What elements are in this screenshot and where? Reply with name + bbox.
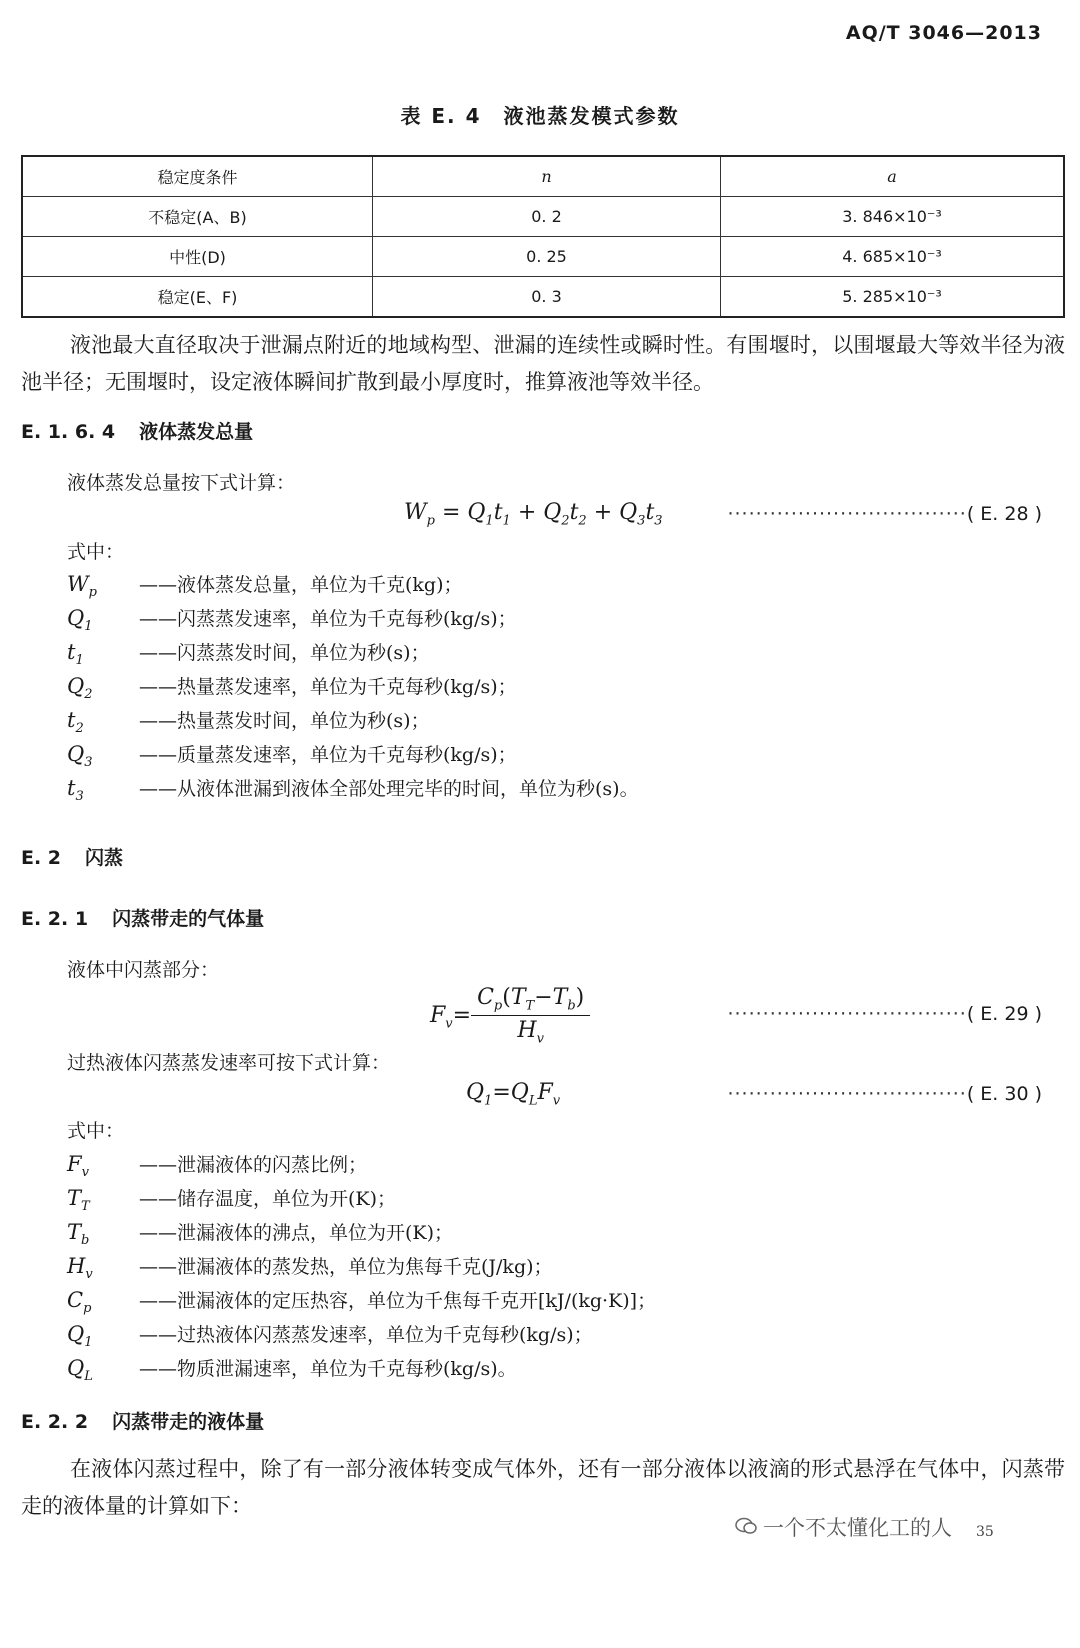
table-cell: 4. 685×10⁻³	[721, 237, 1065, 277]
definition-item: $Q_1$ ——过热液体闪蒸蒸发速率，单位为千克每秒(kg/s)；	[67, 1322, 593, 1351]
header-a: a	[721, 156, 1065, 197]
symbol-q3: $Q_3$	[67, 742, 93, 771]
table-title: 表 E. 4 液池蒸发模式参数	[400, 104, 680, 128]
symbol-t1: $t_1$	[67, 640, 84, 669]
definition-item: $C_p$ ——泄漏液体的定压热容，单位为千焦每千克开[kJ/(kg·K)]；	[67, 1288, 657, 1317]
definition-item: $H_v$ ——泄漏液体的蒸发热，单位为焦每千克(J/kg)；	[67, 1254, 553, 1283]
table-row	[22, 197, 1064, 237]
calc-intro: 液体蒸发总量按下式计算：	[67, 472, 296, 494]
definition-item: $T_b$ ——泄漏液体的沸点，单位为开(K)；	[67, 1220, 454, 1249]
table-header-row	[22, 156, 1064, 197]
definition-item: $Q_2$ ——热量蒸发速率，单位为千克每秒(kg/s)；	[67, 674, 517, 703]
equation-e30: $Q_1=Q_LF_v$	[466, 1080, 561, 1109]
table-cell: 稳定(E、F)	[22, 277, 373, 318]
symbol-q1: $Q_1$	[67, 606, 93, 635]
definition-item: $t_3$ ——从液体泄漏到液体全部处理完毕的时间，单位为秒(s)。	[67, 776, 639, 805]
section-number: E. 2. 2	[21, 1411, 89, 1433]
definition-item: $Q_1$ ——闪蒸蒸发速率，单位为千克每秒(kg/s)；	[67, 606, 517, 635]
equation-e28: $W_p = Q_1t_1 + Q_2t_2 + Q_3t_3$	[404, 500, 663, 529]
section-number: E. 1. 6. 4	[21, 421, 116, 443]
header-n: n	[373, 156, 721, 197]
section-title: 闪蒸带走的气体量	[112, 908, 265, 930]
wechat-watermark: 一个不太懂化工的人	[735, 1512, 952, 1542]
symbol-hv: $H_v$	[67, 1254, 93, 1283]
equation-label-e28: ··································( E. 28 )	[727, 503, 1042, 525]
section-heading-e2	[21, 843, 123, 870]
rate-intro: 过热液体闪蒸蒸发速率可按下式计算：	[67, 1052, 391, 1074]
section-heading-e22	[21, 1407, 264, 1434]
table-cell: 3. 846×10⁻³	[721, 197, 1065, 237]
equation-label-e29: ··································( E. 29 )	[727, 1003, 1042, 1025]
symbol-fv: $F_v$	[67, 1152, 89, 1181]
section-title: 闪蒸带走的液体量	[112, 1411, 265, 1433]
section-title: 液体蒸发总量	[139, 421, 254, 443]
definition-item: $T_T$ ——储存温度，单位为开(K)；	[67, 1186, 397, 1215]
definition-item: $F_v$ ——泄漏液体的闪蒸比例；	[67, 1152, 368, 1181]
flash-intro: 液体中闪蒸部分：	[67, 959, 220, 981]
definition-item: $Q_3$ ——质量蒸发速率，单位为千克每秒(kg/s)；	[67, 742, 517, 771]
where-label: 式中：	[67, 541, 125, 563]
chat-bubble-icon	[735, 1516, 757, 1540]
symbol-q1: $Q_1$	[67, 1322, 93, 1351]
pool-diameter-paragraph: 液池最大直径取决于泄漏点附近的地域构型、泄漏的连续性或瞬时性。有围堰时，以围堰最大等效半径为液池半径；无围堰时，设定液体瞬间扩散到最小厚度时，推算液池等效半径。	[21, 333, 1065, 394]
table-row	[22, 277, 1064, 318]
table-cell: 0. 3	[373, 277, 721, 318]
definition-item: $t_2$ ——热量蒸发时间，单位为秒(s)；	[67, 708, 430, 737]
header-stability: 稳定度条件	[22, 156, 373, 197]
symbol-t2: $t_2$	[67, 708, 84, 737]
parameter-table	[21, 155, 1065, 318]
section-heading-e164	[21, 417, 253, 444]
symbol-ql: $Q_L$	[67, 1356, 93, 1385]
section-heading-e21	[21, 904, 264, 931]
table-row	[22, 237, 1064, 277]
table-cell: 0. 25	[373, 237, 721, 277]
symbol-wp: $W_p$	[67, 572, 97, 601]
section-number: E. 2	[21, 847, 62, 869]
definition-item: $W_p$ ——液体蒸发总量，单位为千克(kg)；	[67, 572, 463, 601]
symbol-cp: $C_p$	[67, 1288, 92, 1317]
table-cell: 0. 2	[373, 197, 721, 237]
definition-item: $Q_L$ ——物质泄漏速率，单位为千克每秒(kg/s)。	[67, 1356, 517, 1385]
symbol-tt: $T_T$	[67, 1186, 90, 1215]
equation-e29: $F_v=$ $\frac{C_p(T_T-T_b)}{H_v}$	[430, 985, 590, 1047]
symbol-t3: $t_3$	[67, 776, 84, 805]
equation-label-e30: ··································( E. 30 )	[727, 1083, 1042, 1105]
table-cell: 中性(D)	[22, 237, 373, 277]
symbol-tb: $T_b$	[67, 1220, 90, 1249]
table-cell: 不稳定(A、B)	[22, 197, 373, 237]
definition-item: $t_1$ ——闪蒸蒸发时间，单位为秒(s)；	[67, 640, 430, 669]
section-number: E. 2. 1	[21, 908, 89, 930]
flash-liquid-paragraph: 在液体闪蒸过程中，除了有一部分液体转变成气体外，还有一部分液体以液滴的形式悬浮在气体中，闪蒸带走的液体量的计算如下：	[21, 1457, 1065, 1518]
standard-number: AQ/T 3046—2013	[845, 22, 1042, 44]
table-cell: 5. 285×10⁻³	[721, 277, 1065, 318]
section-title: 闪蒸	[85, 847, 124, 869]
page-number: 35	[976, 1524, 994, 1540]
symbol-q2: $Q_2$	[67, 674, 93, 703]
where-label: 式中：	[67, 1120, 125, 1142]
